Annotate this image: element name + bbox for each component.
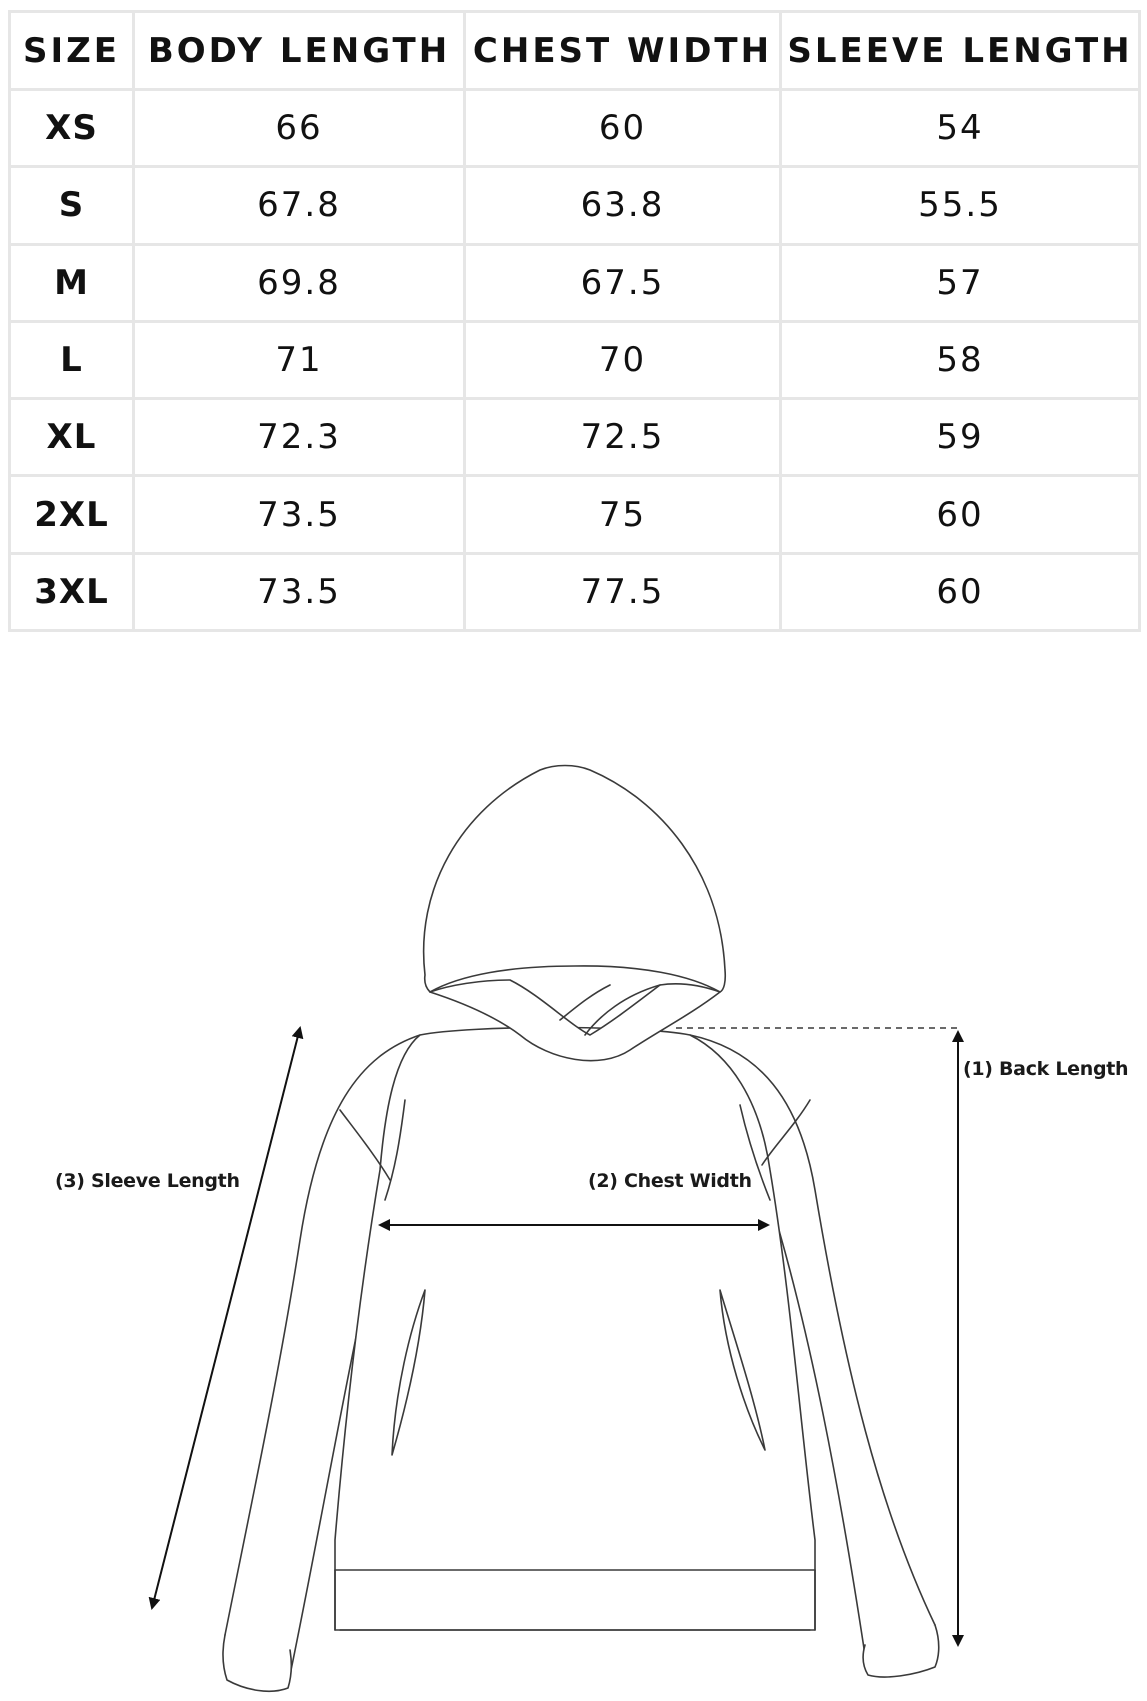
table-row <box>10 167 1140 244</box>
size-cell: 2XL <box>10 476 134 553</box>
sleeve-length-cell: 54 <box>781 90 1140 167</box>
sleeve-length-cell: 59 <box>781 399 1140 476</box>
chest-width-cell: 75 <box>465 476 781 553</box>
chest-width-cell: 70 <box>465 321 781 398</box>
hoodie-drawing <box>223 766 939 1692</box>
chest-width-label: (2) Chest Width <box>588 1170 752 1192</box>
sleeve-length-cell: 60 <box>781 553 1140 630</box>
header-sleeve-length: SLEEVE LENGTH <box>781 12 1140 90</box>
table-row <box>10 321 1140 398</box>
header-size: SIZE <box>10 12 134 90</box>
body-length-cell: 72.3 <box>134 399 465 476</box>
sleeve-length-cell: 58 <box>781 321 1140 398</box>
size-chart-table <box>8 10 1141 632</box>
body-length-cell: 66 <box>134 90 465 167</box>
chest-width-cell: 63.8 <box>465 167 781 244</box>
body-length-cell: 69.8 <box>134 244 465 321</box>
size-cell: XL <box>10 399 134 476</box>
table-row <box>10 90 1140 167</box>
body-length-cell: 67.8 <box>134 167 465 244</box>
header-chest-width: CHEST WIDTH <box>465 12 781 90</box>
chest-width-cell: 60 <box>465 90 781 167</box>
hood <box>424 766 726 993</box>
header-body-length: BODY LENGTH <box>134 12 465 90</box>
size-cell: XS <box>10 90 134 167</box>
table-row <box>10 244 1140 321</box>
table-row <box>10 553 1140 630</box>
back-length-label: (1) Back Length <box>963 1058 1129 1080</box>
size-cell: L <box>10 321 134 398</box>
sleeve-length-cell: 55.5 <box>781 167 1140 244</box>
chest-width-cell: 67.5 <box>465 244 781 321</box>
size-cell: S <box>10 167 134 244</box>
body-length-cell: 71 <box>134 321 465 398</box>
body-length-cell: 73.5 <box>134 476 465 553</box>
hoodie-measurement-diagram <box>0 770 1147 1701</box>
table-header-row <box>10 12 1140 90</box>
table-row <box>10 476 1140 553</box>
chest-width-cell: 72.5 <box>465 399 781 476</box>
chest-width-cell: 77.5 <box>465 553 781 630</box>
size-cell: 3XL <box>10 553 134 630</box>
table-row <box>10 399 1140 476</box>
sleeve-length-cell: 57 <box>781 244 1140 321</box>
hoodie-outline-svg <box>0 770 1147 1701</box>
body-length-cell: 73.5 <box>134 553 465 630</box>
size-cell: M <box>10 244 134 321</box>
hood-cross-2 <box>560 985 610 1020</box>
sleeve-length-label: (3) Sleeve Length <box>55 1170 240 1192</box>
sleeve-length-cell: 60 <box>781 476 1140 553</box>
